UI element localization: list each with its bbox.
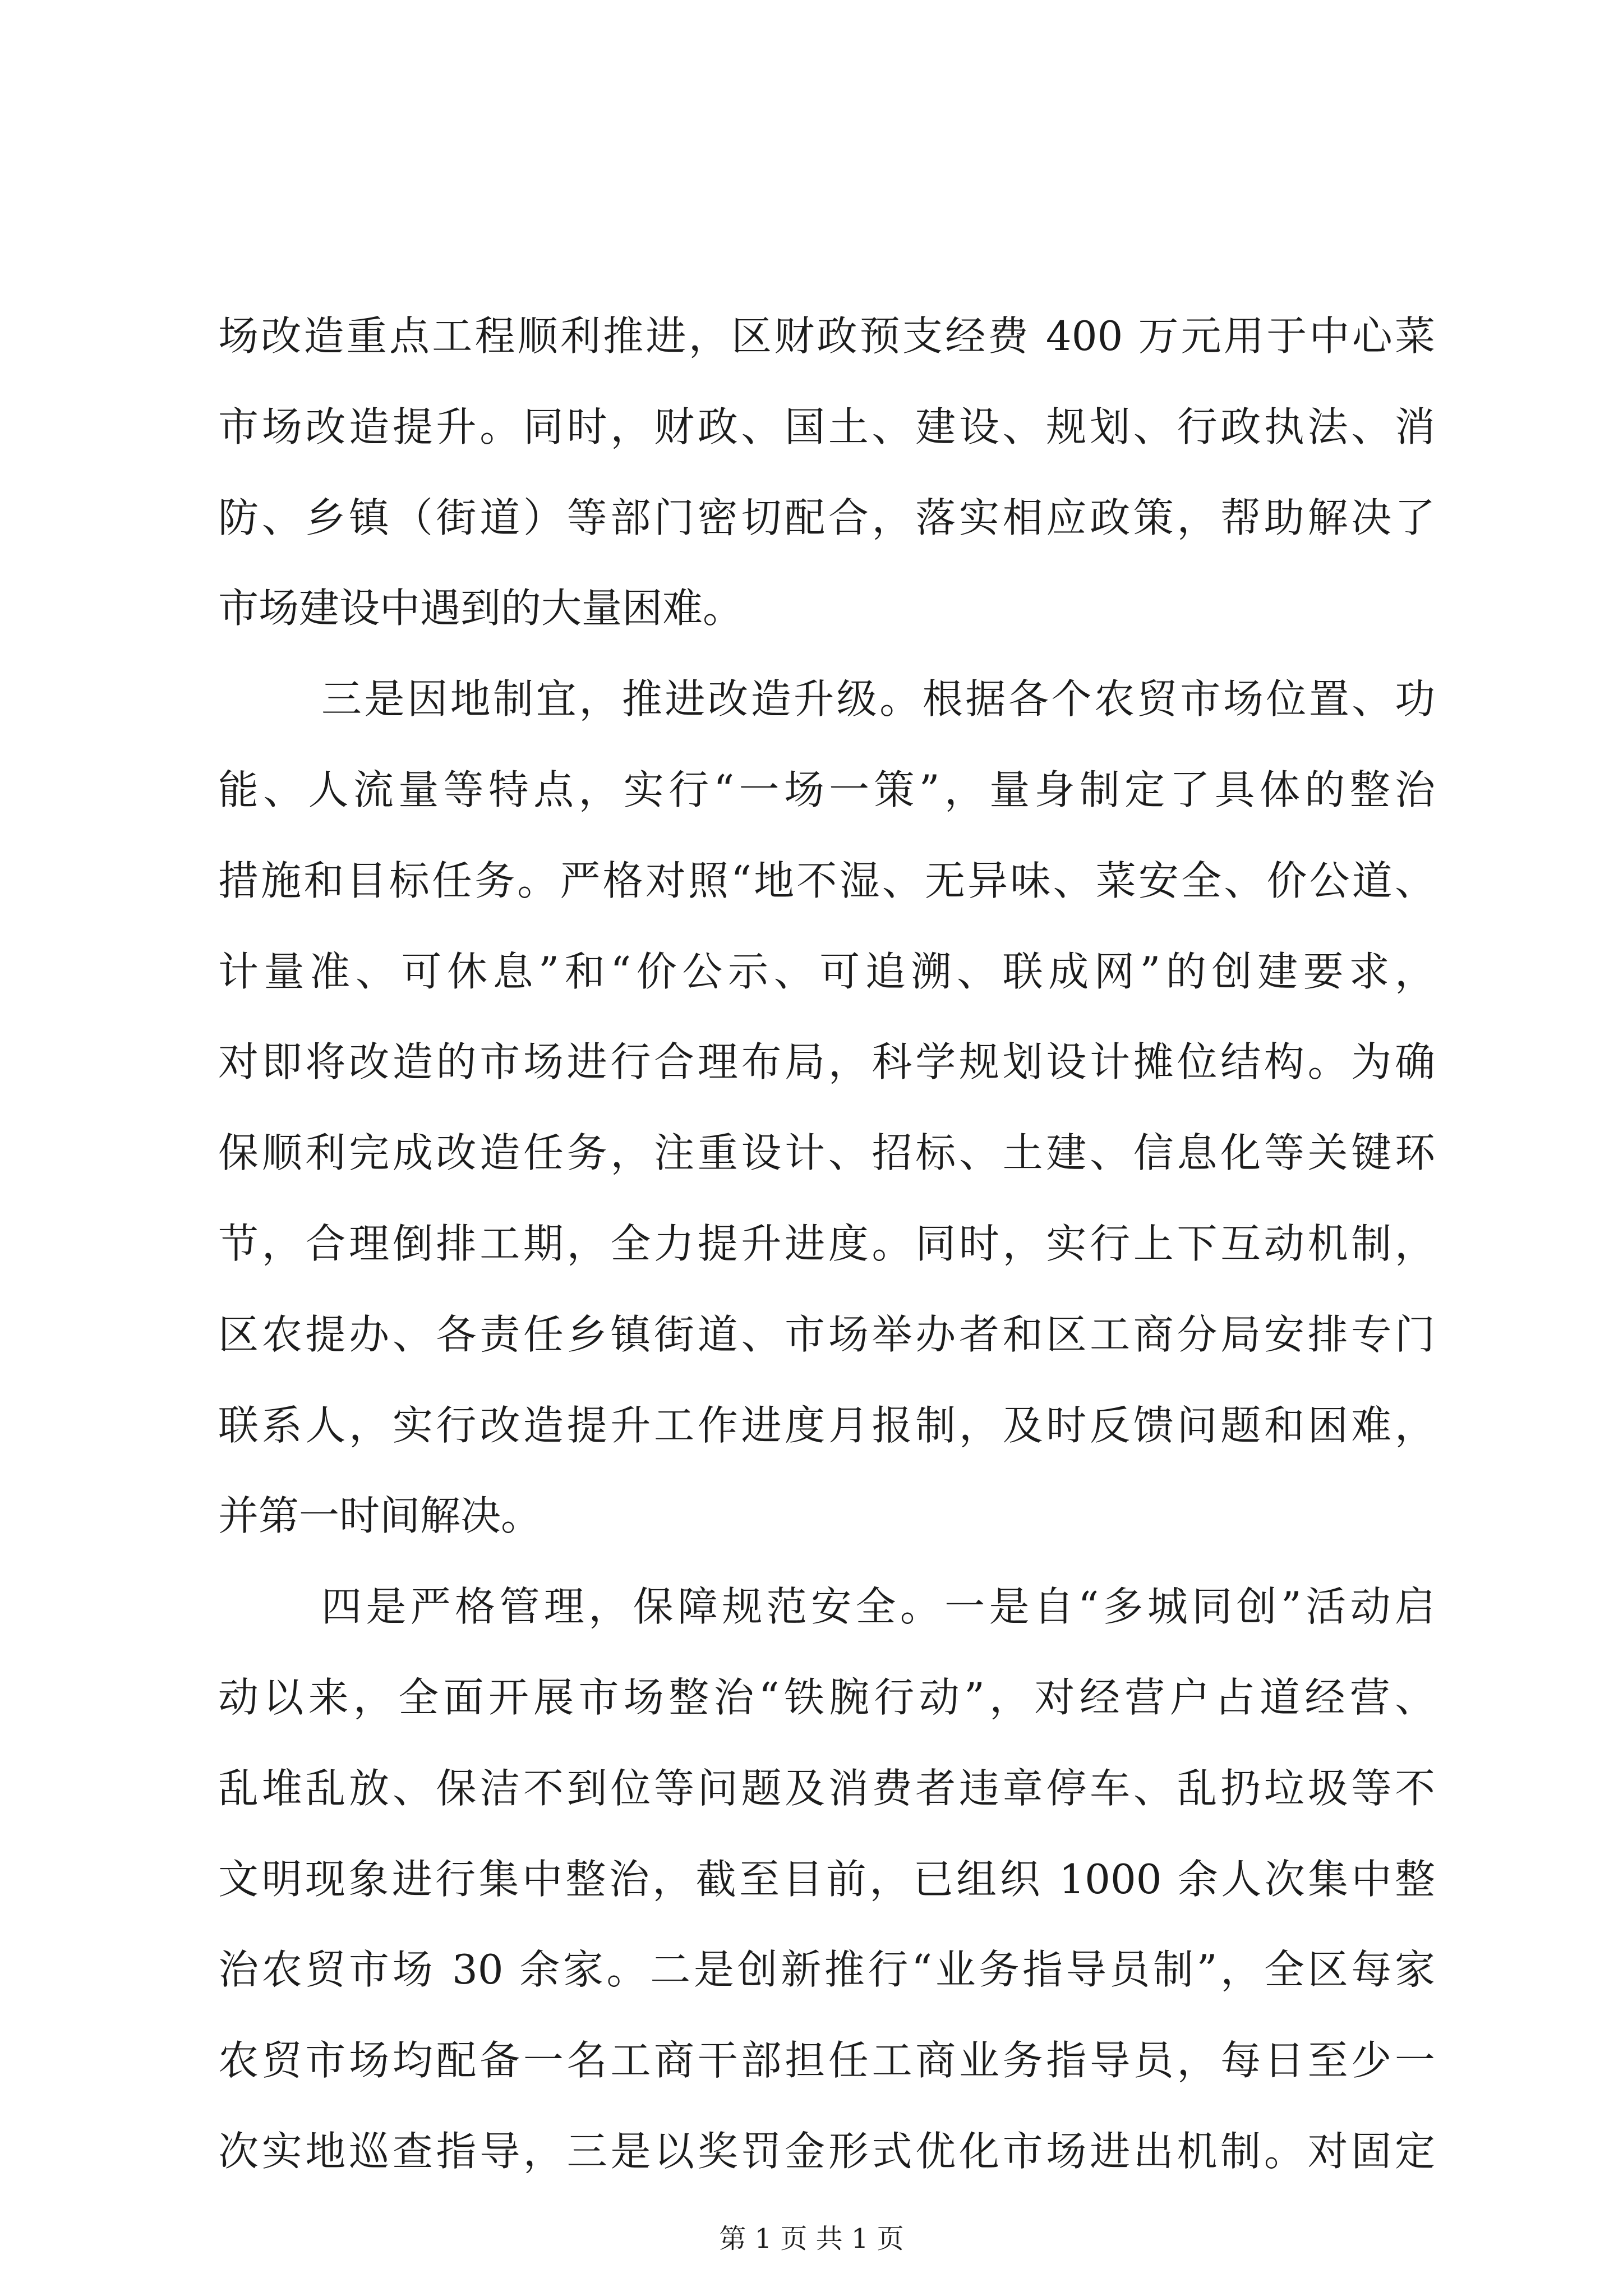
text-line: 联系人，实行改造提升工作进度月报制，及时反馈问题和困难， [218, 1401, 1435, 1449]
text-line: 动以来，全面开展市场整治“铁腕行动”，对经营户占道经营、 [218, 1673, 1435, 1721]
text-line: 对即将改造的市场进行合理布局，科学规划设计摊位结构。为确 [218, 1038, 1435, 1086]
text-line: 措施和目标任务。严格对照“地不湿、无异味、菜安全、价公道、 [218, 857, 1435, 904]
text-line: 保顺利完成改造任务，注重设计、招标、土建、信息化等关键环 [218, 1129, 1435, 1177]
text-line: 计量准、可休息”和“价公示、可追溯、联成网”的创建要求， [218, 947, 1435, 995]
text-line: 区农提办、各责任乡镇街道、市场举办者和区工商分局安排专门 [218, 1310, 1435, 1358]
text-line: 市场建设中遇到的大量困难。 [218, 585, 744, 632]
text-line: 次实地巡查指导，三是以奖罚金形式优化市场进出机制。对固定 [218, 2127, 1435, 2175]
text-line: 能、人流量等特点，实行“一场一策”，量身制定了具体的整治 [218, 766, 1435, 813]
text-line: 乱堆乱放、保洁不到位等问题及消费者违章停车、乱扔垃圾等不 [218, 1764, 1435, 1812]
text-line: 并第一时间解决。 [218, 1492, 542, 1540]
text-line: 场改造重点工程顺利推进，区财政预支经费 400 万元用于中心菜 [218, 312, 1435, 360]
paragraph [218, 1562, 1435, 2197]
text-line: 防、乡镇（街道）等部门密切配合，落实相应政策，帮助解决了 [218, 494, 1435, 541]
paragraph [218, 654, 1435, 1562]
text-line: 文明现象进行集中整治，截至目前，已组织 1000 余人次集中整 [218, 1855, 1435, 1903]
document-body [218, 291, 1435, 2197]
text-line: 市场改造提升。同时，财政、国土、建设、规划、行政执法、消 [218, 403, 1435, 450]
paragraph [218, 291, 1435, 654]
text-line: 节，合理倒排工期，全力提升进度。同时，实行上下互动机制， [218, 1220, 1435, 1267]
text-line: 四是严格管理，保障规范安全。一是自“多城同创”活动启 [321, 1583, 1435, 1631]
text-line: 三是因地制宜，推进改造升级。根据各个农贸市场位置、功 [321, 675, 1435, 723]
text-line: 治农贸市场 30 余家。二是创新推行“业务指导员制”，全区每家 [218, 1946, 1435, 1994]
text-line: 农贸市场均配备一名工商干部担任工商业务指导员，每日至少一 [218, 2037, 1435, 2085]
page-footer: 第 1 页 共 1 页 [719, 2223, 904, 2254]
